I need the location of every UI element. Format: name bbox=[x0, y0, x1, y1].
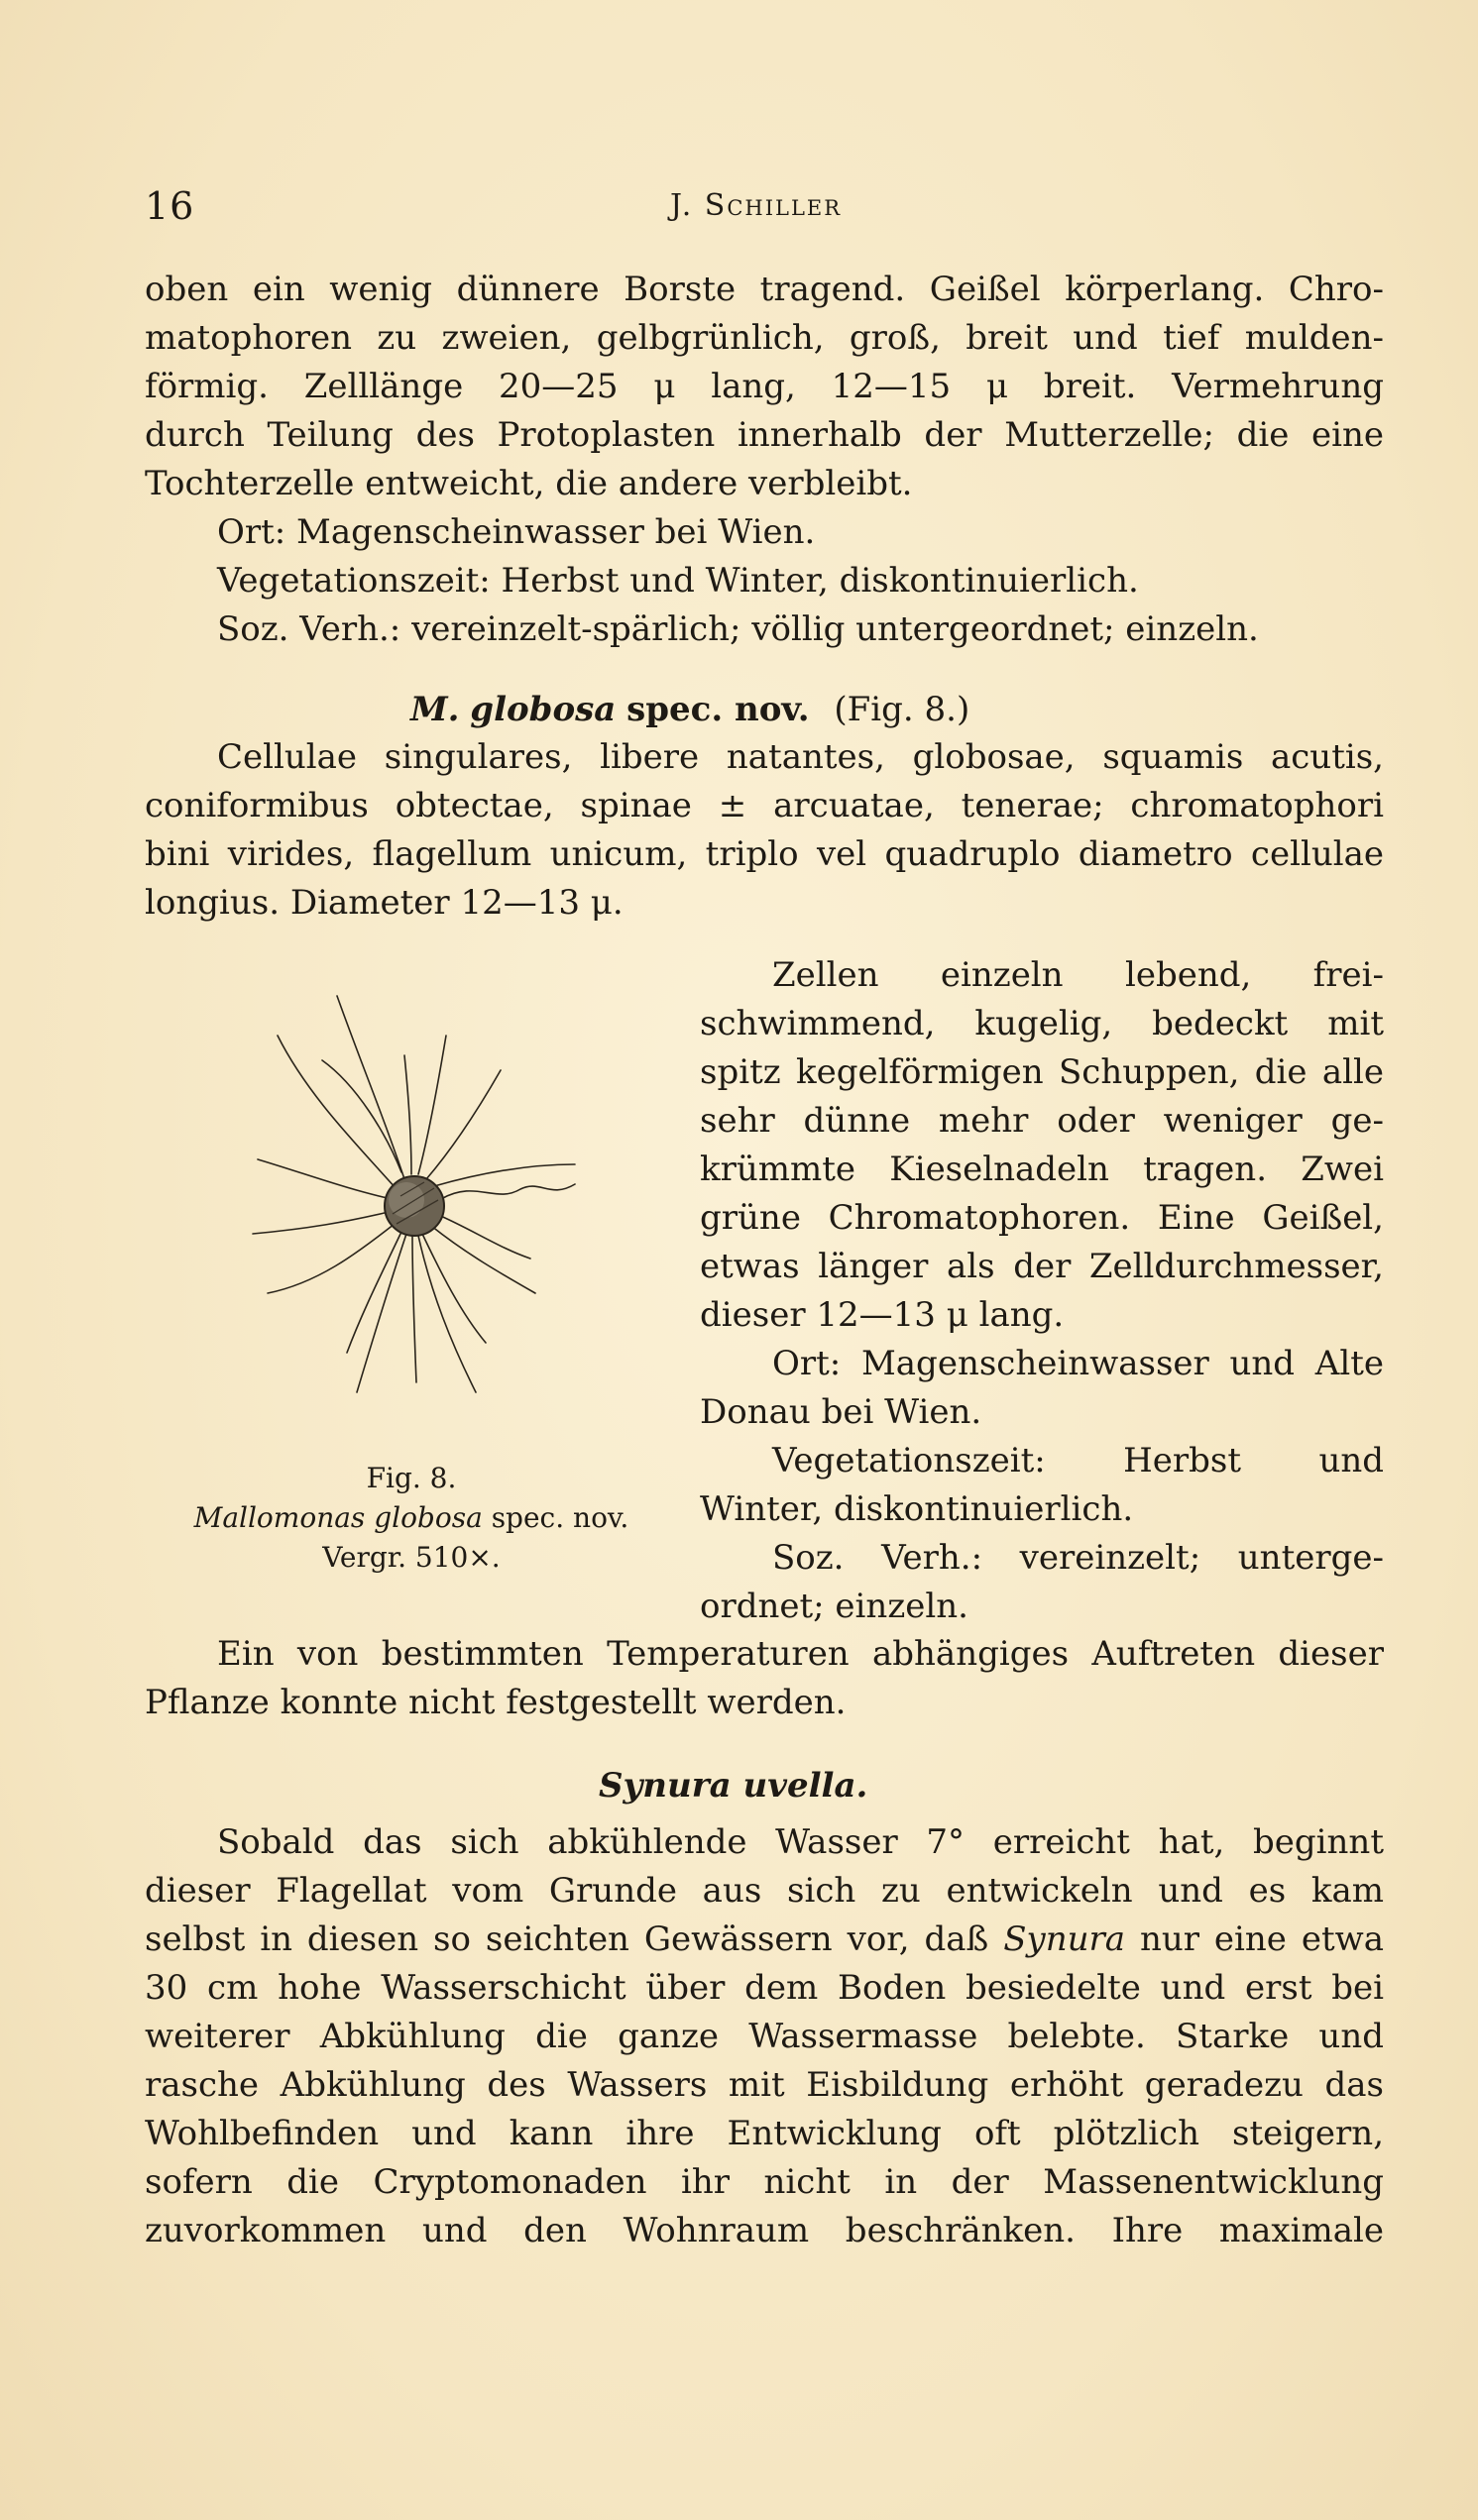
text-segment: selbst in diesen so seichten Gewässern vor, daß bbox=[145, 1919, 989, 1959]
vegetation-period-line: Vegetationszeit: Herbst und bbox=[772, 1441, 1384, 1480]
temperature-remark bbox=[145, 1630, 1384, 1727]
spine bbox=[268, 1224, 395, 1293]
social-behaviour-line: Soz. Verh.: vereinzelt-spärlich; völlig untergeordnet; einzeln. bbox=[217, 609, 1259, 649]
german-description-column bbox=[700, 951, 1384, 1631]
figure-spec-nov: spec. nov. bbox=[491, 1501, 629, 1534]
genus-abbrev: M. bbox=[410, 690, 460, 729]
text-line: Pflanze konnte nicht festgestellt werden. bbox=[145, 1683, 847, 1722]
text-line: schwimmend, kugelig, bedeckt mit bbox=[700, 1004, 1384, 1043]
page-number: 16 bbox=[145, 184, 195, 228]
species-mention: Synura bbox=[1003, 1919, 1126, 1959]
text-line: dieser 12—13 μ lang. bbox=[700, 1295, 1065, 1335]
flagellum bbox=[441, 1184, 575, 1199]
spine bbox=[422, 1234, 486, 1343]
text-line: matophoren zu zweien, gelbgrünlich, groß, breit und tief mulden- bbox=[145, 318, 1384, 358]
species-heading-synura bbox=[145, 1762, 1384, 1810]
text-line: förmig. Zelllänge 20—25 μ lang, 12—15 μ breit. Vermehrung bbox=[145, 367, 1384, 406]
locality-line: Ort: Magenscheinwasser bei Wien. bbox=[217, 512, 816, 552]
text-line: krümmte Kieselnadeln tragen. Zwei bbox=[700, 1150, 1384, 1189]
latin-diagnosis bbox=[145, 733, 1384, 928]
spine bbox=[412, 1236, 416, 1382]
locality-line: Ort: Magenscheinwasser und Alte bbox=[772, 1344, 1384, 1383]
text-line: Wohlbefinden und kann ihre Entwicklung oft plötzlich steigern, bbox=[145, 2114, 1384, 2153]
spine bbox=[337, 996, 404, 1179]
text-line: coniformibus obtectae, spinae ± arcuatae, tenerae; chromatophori bbox=[145, 786, 1384, 825]
figure-reference: (Fig. 8.) bbox=[834, 690, 970, 729]
figure-caption bbox=[159, 1459, 664, 1578]
text-line: spitz kegelförmigen Schuppen, die alle bbox=[700, 1052, 1384, 1092]
paragraph-description-continued bbox=[145, 266, 1384, 654]
text-line: sofern die Cryptomonaden ihr nicht in der Massenentwicklung bbox=[145, 2162, 1384, 2202]
mallomonas-globosa-drawing bbox=[159, 976, 664, 1432]
spec-nov-label: spec. nov. bbox=[626, 690, 810, 729]
spine bbox=[322, 1060, 401, 1172]
social-behaviour-line: Soz. Verh.: vereinzelt; unterge- bbox=[772, 1538, 1384, 1578]
figure-species-name: Mallomonas globosa bbox=[193, 1501, 483, 1534]
text-line: zuvorkommen und den Wohnraum beschränken. Ihre maximale bbox=[145, 2211, 1384, 2250]
synura-title: Synura uvella. bbox=[599, 1766, 868, 1806]
spine bbox=[418, 1236, 476, 1392]
spine bbox=[436, 1214, 530, 1259]
spine bbox=[253, 1212, 389, 1234]
text-line: Cellulae singulares, libere natantes, globosae, squamis acutis, bbox=[217, 737, 1384, 777]
text-line-with-species bbox=[145, 1916, 1384, 1964]
text-line: Tochterzelle entweicht, die andere verbleibt. bbox=[145, 464, 913, 503]
figure-species-line bbox=[159, 1498, 664, 1538]
figure-label: Fig. 8. bbox=[366, 1462, 457, 1494]
text-line: durch Teilung des Protoplasten innerhalb der Mutterzelle; die eine bbox=[145, 415, 1384, 455]
spine bbox=[278, 1036, 397, 1189]
running-head: J. Schiller bbox=[670, 188, 843, 223]
vegetation-period-line: Vegetationszeit: Herbst und Winter, diskontinuierlich. bbox=[217, 561, 1139, 601]
vegetation-period-line: Winter, diskontinuierlich. bbox=[700, 1489, 1134, 1529]
figure-8-illustration bbox=[159, 976, 664, 1432]
text-line: Zellen einzeln lebend, frei- bbox=[772, 955, 1384, 995]
spine bbox=[434, 1164, 575, 1186]
page-header bbox=[145, 184, 1384, 244]
text-line: longius. Diameter 12—13 μ. bbox=[145, 883, 624, 923]
text-line: Ein von bestimmten Temperaturen abhängiges Auftreten dieser bbox=[217, 1634, 1384, 1674]
text-line: bini virides, flagellum unicum, triplo vel quadruplo diametro cellulae bbox=[145, 834, 1384, 874]
spine bbox=[258, 1159, 392, 1199]
text-line: 30 cm hohe Wasserschicht über dem Boden besiedelte und erst bei bbox=[145, 1968, 1384, 2008]
text-line: rasche Abkühlung des Wassers mit Eisbildung erhöht geradezu das bbox=[145, 2065, 1384, 2105]
text-line: dieser Flagellat vom Grunde aus sich zu entwickeln und es kam bbox=[145, 1871, 1384, 1911]
text-segment: nur eine etwa bbox=[1139, 1919, 1385, 1959]
figure-magnification: Vergr. 510×. bbox=[322, 1541, 501, 1574]
text-line: grüne Chromatophoren. Eine Geißel, bbox=[700, 1198, 1384, 1238]
species-name: globosa bbox=[470, 690, 617, 729]
social-behaviour-line: ordnet; einzeln. bbox=[700, 1587, 968, 1626]
text-line: Sobald das sich abkühlende Wasser 7° erreicht hat, beginnt bbox=[217, 1822, 1384, 1862]
species-heading-globosa bbox=[145, 686, 1384, 734]
synura-paragraph bbox=[145, 1818, 1384, 2255]
spine bbox=[404, 1055, 411, 1174]
spine bbox=[418, 1036, 446, 1174]
text-line: oben ein wenig dünnere Borste tragend. Geißel körperlang. Chro- bbox=[145, 270, 1384, 309]
text-line: etwas länger als der Zelldurchmesser, bbox=[700, 1247, 1384, 1286]
locality-line: Donau bei Wien. bbox=[700, 1392, 982, 1432]
text-line: sehr dünne mehr oder weniger ge- bbox=[700, 1101, 1384, 1141]
text-line: weiterer Abkühlung die ganze Wassermasse belebte. Starke und bbox=[145, 2017, 1384, 2056]
